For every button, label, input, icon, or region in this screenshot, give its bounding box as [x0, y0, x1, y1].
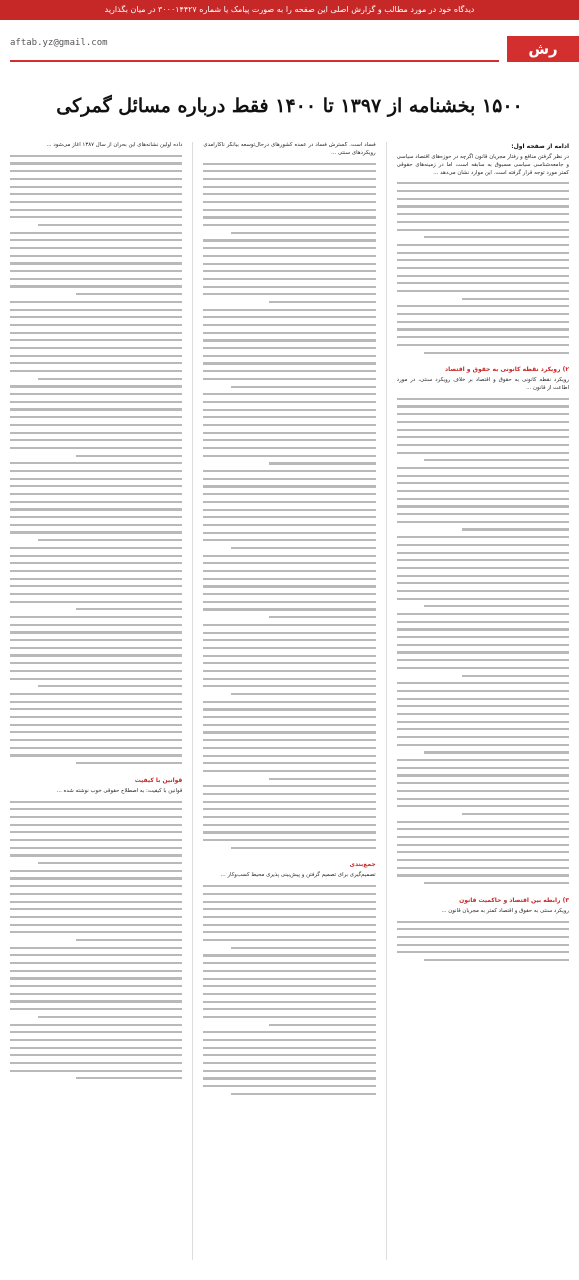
column-middle-intro-text: فساد است. گسترش فساد در عمده کشورهای درحال‌توسعه بیانگر ناکارآمدی رویکردهای سنتی ... [203, 142, 376, 156]
column-left-text-block-1 [10, 155, 182, 764]
column-middle-sub2-text: تصمیم‌گیری برای تصمیم گرفتن و پیش‌بینی پذیری محیط کسب‌وکار ... [220, 872, 376, 879]
column-right [397, 142, 569, 1260]
column-left-subheading: قوانین با کیفیت [134, 776, 183, 784]
column-right-subheading-2: ۲) رویکرد نقطه کانونی به حقوق و اقتصاد [445, 366, 569, 374]
column-right-subheading-3: ۳) رابطه بین اقتصاد و حاکمیت قانون [459, 896, 569, 904]
column-right-sub2-text: رویکرد نقطه کانونی به حقوق و اقتصاد بر خلاف رویکرد سنتی، در مورد اطاعت از قانون ... [396, 377, 569, 391]
column-right-lead-heading: ادامه از صفحه اول: [511, 143, 569, 150]
column-right-text-block-1 [397, 182, 569, 353]
column-middle-text-block-1 [203, 163, 375, 849]
column-left-sub2-text: قوانین با کیفیت: به اصطلاح حقوقی خوب نوشته شده ... [56, 787, 183, 794]
page-header [0, 28, 579, 68]
section-tag: رش [507, 36, 579, 62]
article-body [10, 142, 569, 1260]
top-banner: دیدگاه خود در مورد مطالب و گزارش اصلی این صفحه را به صورت پیامک یا شماره ۳۰۰۰۱۴۴۲۷ در میان بگذارید [0, 0, 579, 20]
column-middle [203, 142, 386, 1260]
column-right-sub3-text: رویکرد سنتی به حقوق و اقتصاد کمتر به مجریان قانون ... [441, 907, 569, 914]
column-middle-subheading: جمع‌بندی [349, 861, 376, 869]
contact-email[interactable]: aftab.yz@gmail.com [10, 38, 108, 48]
column-left-text-block-2 [10, 801, 182, 1080]
column-left-intro-text: داده اولین نشانه‌های این بحران از سال ۱۳۸۷ آغاز می‌شود ... [46, 142, 183, 148]
column-right-text-block-2 [397, 398, 569, 884]
column-left [10, 142, 193, 1260]
article-headline: ۱۵۰۰ بخشنامه از ۱۳۹۷ تا ۱۴۰۰ فقط درباره مسائل گمرکی [56, 95, 523, 117]
column-right-lead-text: در نظر گرفتن منافع و رفتار مجریان قانون اگرچه در حوزه‌های اقتصاد سیاسی و جامعه‌شناسی سیاسی مسبوق به سابقه است، اما در زمینه‌های حقوقی کمتر مورد توجه قرار گرفته است. این موارد نشان می‌دهد ... [396, 154, 569, 176]
header-rule [10, 60, 499, 62]
column-middle-text-block-2 [203, 885, 375, 1095]
column-right-text-block-3 [397, 921, 569, 962]
